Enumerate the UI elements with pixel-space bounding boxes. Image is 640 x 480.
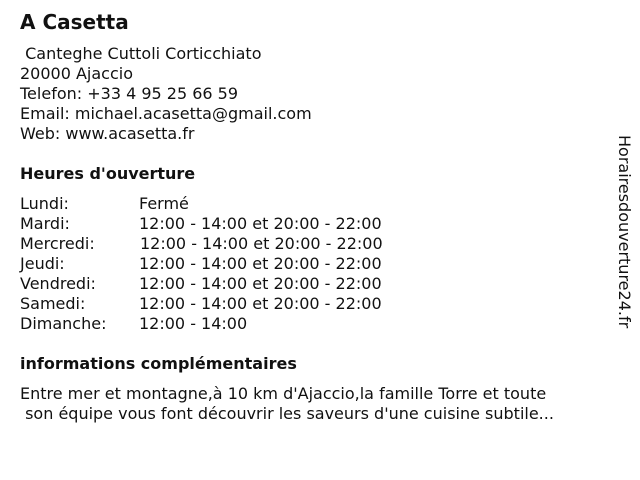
day-label: Vendredi:	[20, 274, 96, 293]
day-label: Lundi:	[20, 194, 69, 213]
phone-line: Telefon: +33 4 95 25 66 59	[20, 84, 239, 103]
address-city: 20000 Ajaccio	[20, 64, 134, 83]
description-line-1: Entre mer et montagne,à 10 km d'Ajaccio,la famille Torre et toute	[20, 384, 547, 403]
additional-info-heading: informations complémentaires	[20, 354, 297, 373]
time-value: 12:00 - 14:00	[139, 314, 248, 333]
opening-hours-heading: Heures d'ouverture	[20, 164, 196, 183]
time-value: 12:00 - 14:00 et 20:00 - 22:00	[139, 274, 382, 293]
email-line: Email: michael.acasetta@gmail.com	[20, 104, 312, 123]
day-label: Samedi:	[20, 294, 86, 313]
time-value: 12:00 - 14:00 et 20:00 - 22:00	[140, 234, 383, 253]
contact-block	[20, 44, 312, 144]
time-value: 12:00 - 14:00 et 20:00 - 22:00	[139, 254, 382, 273]
day-label: Mardi:	[20, 214, 70, 233]
web-line: Web: www.acasetta.fr	[20, 124, 195, 143]
time-value: 12:00 - 14:00 et 20:00 - 22:00	[139, 294, 382, 313]
site-watermark: Horairesdouverture24.fr	[615, 135, 634, 329]
business-name: A Casetta	[20, 10, 129, 34]
day-label: Jeudi:	[20, 254, 65, 273]
description-line-2: son équipe vous font découvrir les saveurs d'une cuisine subtile...	[20, 404, 554, 423]
day-label: Mercredi:	[20, 234, 95, 253]
time-value: Fermé	[139, 194, 189, 213]
time-value: 12:00 - 14:00 et 20:00 - 22:00	[139, 214, 382, 233]
additional-info-text	[20, 384, 554, 424]
day-label: Dimanche:	[20, 314, 107, 333]
address-street: Canteghe Cuttoli Corticchiato	[20, 44, 262, 63]
